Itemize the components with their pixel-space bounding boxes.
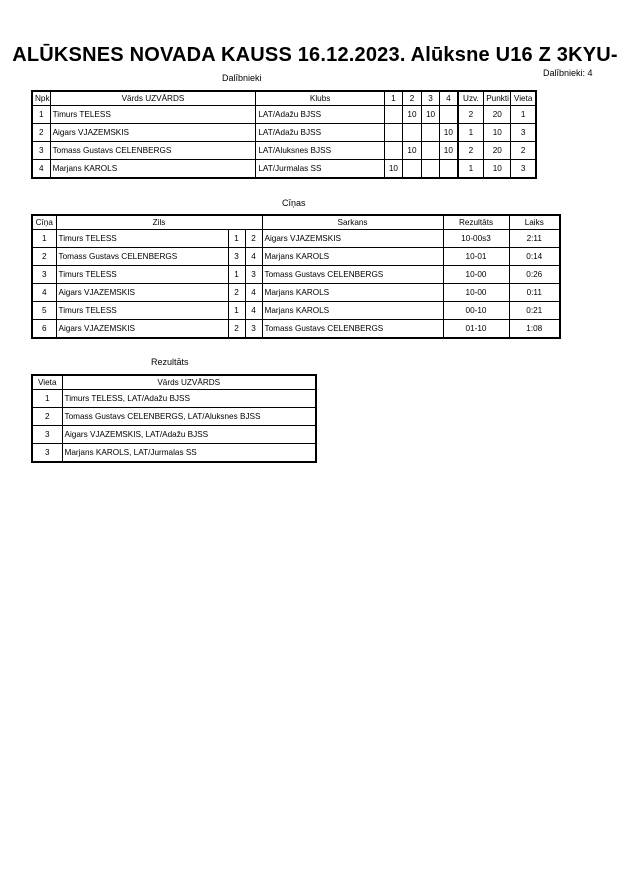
cell: Marjans KAROLS [262, 302, 443, 320]
cell: 1 [32, 390, 62, 408]
table-row [32, 106, 536, 124]
cell: 3 [32, 266, 56, 284]
header-cell: Vieta [511, 91, 536, 106]
cell: 1 [32, 230, 56, 248]
cell: 2 [228, 320, 245, 339]
cell: 01-10 [443, 320, 509, 339]
header-cell: Vieta [32, 375, 62, 390]
cell: 4 [245, 302, 262, 320]
cell [422, 124, 440, 142]
fights-table [31, 214, 561, 339]
cell: 10-01 [443, 248, 509, 266]
table-row [32, 390, 316, 408]
cell: Aigars VJAZEMSKIS [50, 124, 256, 142]
table-row [32, 266, 560, 284]
cell: 3 [228, 248, 245, 266]
cell: 10 [422, 106, 440, 124]
cell: LAT/Adažu BJSS [256, 124, 385, 142]
cell: 2 [458, 142, 484, 160]
cell: 10 [384, 160, 402, 179]
participants-table [31, 90, 537, 179]
cell: 1 [458, 124, 484, 142]
cell: 10 [402, 106, 421, 124]
cell: 10 [484, 160, 511, 179]
cell: 3 [32, 444, 62, 463]
cell: Aigars VJAZEMSKIS, LAT/Adažu BJSS [62, 426, 316, 444]
participants-count: Dalībnieki: 4 [543, 68, 593, 78]
cell [440, 106, 458, 124]
cell: Aigars VJAZEMSKIS [56, 320, 228, 339]
cell: 5 [32, 302, 56, 320]
cell [402, 124, 421, 142]
cell: 4 [32, 284, 56, 302]
cell: Tomass Gustavs CELENBERGS, LAT/Aluksnes BJSS [62, 408, 316, 426]
cell: 1 [511, 106, 536, 124]
header-cell: Cīņa [32, 215, 56, 230]
table-row [32, 142, 536, 160]
table-row [32, 160, 536, 179]
cell: 1 [458, 160, 484, 179]
cell: 3 [32, 142, 50, 160]
header-cell: 4 [440, 91, 458, 106]
cell: 0:14 [509, 248, 560, 266]
cell: Tomass Gustavs CELENBERGS [50, 142, 256, 160]
header-cell: 3 [422, 91, 440, 106]
participants-header-row [32, 91, 536, 106]
table-row [32, 320, 560, 339]
cell: 1 [228, 266, 245, 284]
cell: 2 [32, 124, 50, 142]
cell: 1 [228, 230, 245, 248]
cell: 2 [32, 248, 56, 266]
cell: 2 [458, 106, 484, 124]
cell: LAT/Aluksnes BJSS [256, 142, 385, 160]
table-row [32, 302, 560, 320]
cell: LAT/Jurmalas SS [256, 160, 385, 179]
cell [440, 160, 458, 179]
header-cell: Uzv. [458, 91, 484, 106]
cell: Tomass Gustavs CELENBERGS [262, 266, 443, 284]
cell: 20 [484, 106, 511, 124]
cell: 3 [32, 426, 62, 444]
cell: 0:21 [509, 302, 560, 320]
cell: Timurs TELESS [56, 266, 228, 284]
header-cell: Rezultāts [443, 215, 509, 230]
cell [422, 160, 440, 179]
cell: 10-00 [443, 266, 509, 284]
header-cell: Vārds UZVĀRDS [62, 375, 316, 390]
cell: 10 [440, 142, 458, 160]
cell: 0:26 [509, 266, 560, 284]
cell: 00-10 [443, 302, 509, 320]
table-row [32, 284, 560, 302]
cell: 10-00s3 [443, 230, 509, 248]
header-cell: Vārds UZVĀRDS [50, 91, 256, 106]
cell: 1 [32, 106, 50, 124]
table-row [32, 426, 316, 444]
header-cell: Zils [56, 215, 262, 230]
cell: 0:11 [509, 284, 560, 302]
fights-header-row [32, 215, 560, 230]
cell: 2 [32, 408, 62, 426]
cell: 3 [511, 160, 536, 179]
cell: 10-00 [443, 284, 509, 302]
cell: 2:11 [509, 230, 560, 248]
table-row [32, 230, 560, 248]
cell: Aigars VJAZEMSKIS [56, 284, 228, 302]
cell: Tomass Gustavs CELENBERGS [262, 320, 443, 339]
cell: Tomass Gustavs CELENBERGS [56, 248, 228, 266]
results-header-row [32, 375, 316, 390]
cell: 4 [32, 160, 50, 179]
participants-caption: Dalībnieki [222, 73, 262, 83]
cell [402, 160, 421, 179]
header-cell: Npk. [32, 91, 50, 106]
cell: LAT/Adažu BJSS [256, 106, 385, 124]
cell: 6 [32, 320, 56, 339]
cell: 2 [245, 230, 262, 248]
header-cell: 2 [402, 91, 421, 106]
cell [384, 106, 402, 124]
table-row [32, 124, 536, 142]
cell: Marjans KAROLS [262, 284, 443, 302]
cell: 20 [484, 142, 511, 160]
header-cell: 1 [384, 91, 402, 106]
cell: 4 [245, 284, 262, 302]
cell: Marjans KAROLS [262, 248, 443, 266]
cell: Timurs TELESS [56, 230, 228, 248]
cell: 2 [511, 142, 536, 160]
cell: Marjans KAROLS [50, 160, 256, 179]
cell [384, 142, 402, 160]
page-title: ALŪKSNES NOVADA KAUSS 16.12.2023. Alūksne U16 Z 3KYU- [12, 44, 618, 66]
cell: Marjans KAROLS, LAT/Jurmalas SS [62, 444, 316, 463]
cell: Timurs TELESS [50, 106, 256, 124]
header-cell: Klubs [256, 91, 385, 106]
cell: Timurs TELESS [56, 302, 228, 320]
cell: 1:08 [509, 320, 560, 339]
cell: 2 [228, 284, 245, 302]
cell: 4 [245, 248, 262, 266]
cell: 10 [440, 124, 458, 142]
header-cell: Laiks [509, 215, 560, 230]
cell: 10 [402, 142, 421, 160]
cell [422, 142, 440, 160]
cell: 10 [484, 124, 511, 142]
results-caption: Rezultāts [151, 357, 189, 367]
cell: 3 [245, 266, 262, 284]
table-row [32, 248, 560, 266]
table-row [32, 444, 316, 463]
cell: 3 [245, 320, 262, 339]
cell: Timurs TELESS, LAT/Adažu BJSS [62, 390, 316, 408]
cell: 3 [511, 124, 536, 142]
results-table [31, 374, 317, 463]
fights-caption: Cīņas [282, 198, 306, 208]
cell: 1 [228, 302, 245, 320]
cell [384, 124, 402, 142]
header-cell: Sarkans [262, 215, 443, 230]
cell: Aigars VJAZEMSKIS [262, 230, 443, 248]
header-cell: Punkti [484, 91, 511, 106]
table-row [32, 408, 316, 426]
